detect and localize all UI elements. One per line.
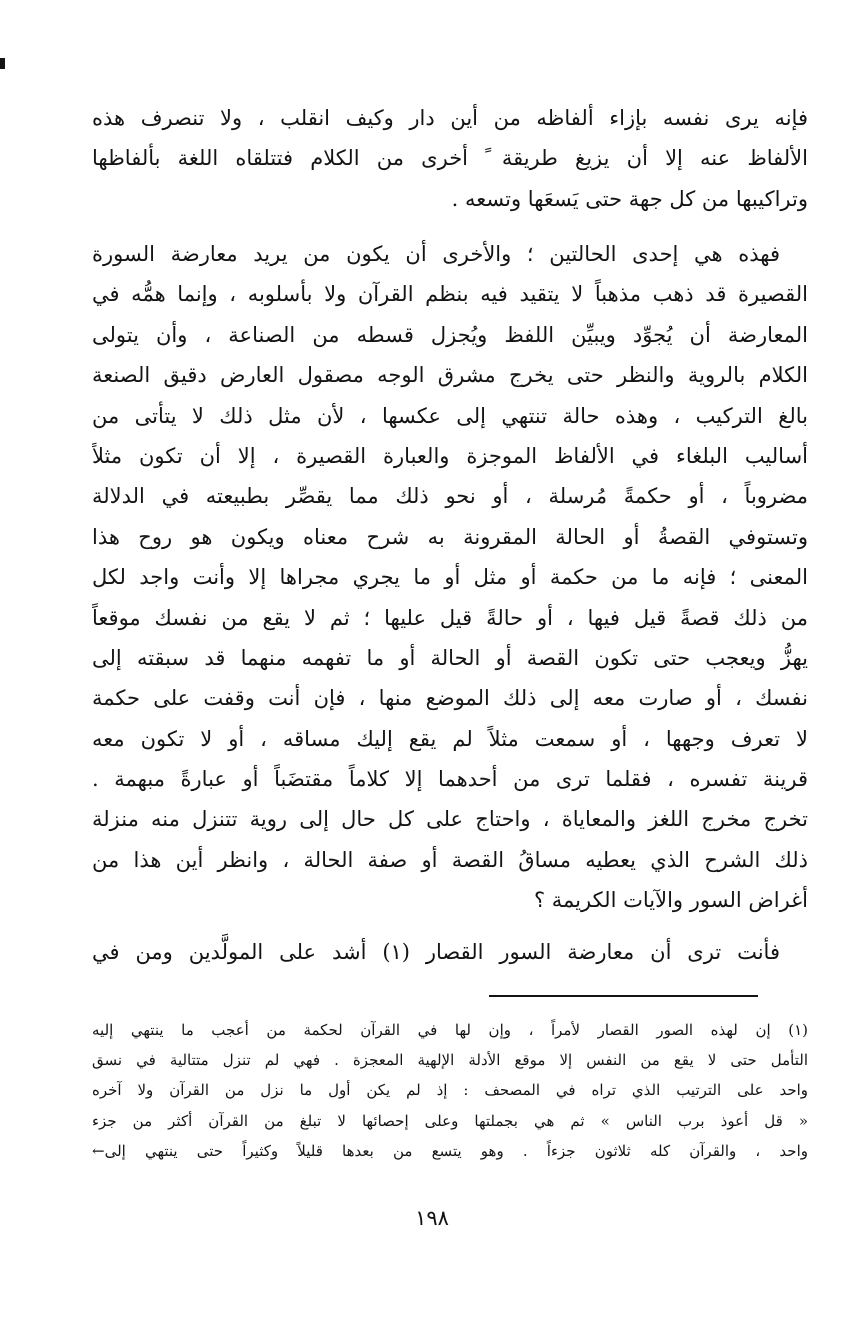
text-line: ذلك الشرح الذي يعطيه مساقُ القصة أو صفة الحالة ، وانظر أين هذا من (92, 847, 808, 872)
paragraph-2 (92, 234, 808, 921)
text-line: لا تعرف وجهها ، أو سمعت مثلاً لم يقع إليك مساقه ، أو لا تكون معه (92, 726, 808, 751)
text-line: بالغ التركيب ، وهذه حالة تنتهي إلى عكسها ، لأن مثل ذلك لا يتأتى من (92, 403, 808, 428)
text-line: قرينة تفسره ، فقلما ترى من أحدهما إلا كلاماً مقتضَباً أو عبارةً مبهمة . (92, 767, 808, 792)
footnote (92, 1015, 808, 1166)
text-line: أساليب البلغاء في الألفاظ الموجزة والعبارة القصيرة ، إلا أن تكون مثلاً (92, 443, 808, 468)
paragraph-3 (92, 932, 808, 972)
text-line: من ذلك قصةً قيل فيها ، أو حالةً قيل عليها ؛ ثم لا يقع من نفسك موقعاً (92, 605, 808, 630)
footnote-separator (489, 995, 758, 997)
text-line: القصيرة قد ذهب مذهباً لا يتقيد فيه بنظم القرآن ولا بأسلوبه ، وإنما همُّه في (92, 282, 808, 307)
text-line: الكلام بالروية والنظر حتى يخرج مشرق الوجه مصقول العارض دقيق الصنعة (92, 363, 808, 388)
footnote-line: واحد على الترتيب الذي تراه في المصحف : إذ لم يكن أول ما نزل من القرآن ولا آخره (92, 1081, 808, 1100)
footnote-line: « قل أعوذ برب الناس » ثم هي بجملتها وعلى إحصائها لا تبلغ من القرآن أكثر من جزء (92, 1111, 808, 1130)
text-line: وتستوفي القصةُ أو الحالة المقرونة به شرح معناه ويكون هو روح هذا (92, 524, 808, 549)
footnote-line: التأمل حتى لا يقع من النفس إلا موقع الأدلة الإلهية المعجزة . فهي لم تنزل متتالية في نسق (92, 1051, 808, 1070)
text-line: فأنت ترى أن معارضة السور القصار (١) أشد على المولَّدين ومن في (92, 940, 780, 964)
text-line: فهذه هي إحدى الحالتين ؛ والأخرى أن يكون من يريد معارضة السورة (92, 242, 780, 266)
text-line: المعارضة أن يُجوِّد ويبيِّن اللفظ ويُجزل قسطه من الصناعة ، وأن يتولى (92, 322, 808, 347)
scan-margin-mark (0, 58, 5, 69)
text-line: نفسك ، أو صارت معه إلى ذلك الموضع منها ، فإن أنت وقفت على حكمة (92, 686, 808, 711)
text-line: فإنه يرى نفسه بإزاء ألفاظه من أين دار وكيف انقلب ، ولا تنصرف هذه (92, 106, 808, 130)
text-line: يهزُّ ويعجب حتى تكون القصة أو الحالة أو ما تفهمه منهما قد سبقته إلى (92, 645, 808, 670)
text-line: تخرج مخرج اللغز والمعاياة ، واحتاج على كل حال إلى روية تتنزل منه منزلة (92, 807, 808, 832)
text-line: مضروباً ، أو حكمةً مُرسلة ، أو نحو ذلك مما يقصِّر بطبيعته في الدلالة (92, 484, 808, 509)
footnote-line: واحد ، والقرآن كله ثلاثون جزءاً . وهو يتسع من بعدها قليلاً وكثيراً حتى ينتهي إلى← (92, 1141, 808, 1160)
text-line: أغراض السور والآيات الكريمة ؟ (533, 888, 808, 913)
paragraph-1 (92, 98, 808, 219)
text-line: الألفاظ عنه إلا أن يزيغ طريقة ً أخرى من الكلام فتتلقاه اللغة بألفاظها (92, 146, 808, 171)
text-line: وتراكيبها من كل جهة حتى يَسعَها وتسعه . (451, 186, 808, 211)
footnote-line: (١) إن لهذه الصور القصار لأمراً ، وإن لها في القرآن لحكمة من أعجب ما ينتهي إليه (92, 1021, 808, 1039)
text-line: المعنى ؛ فإنه ما من حكمة أو مثل أو ما يجري مجراها إلا وأنت واجد لكل (92, 565, 808, 590)
page-number: ١٩٨ (415, 1206, 449, 1230)
